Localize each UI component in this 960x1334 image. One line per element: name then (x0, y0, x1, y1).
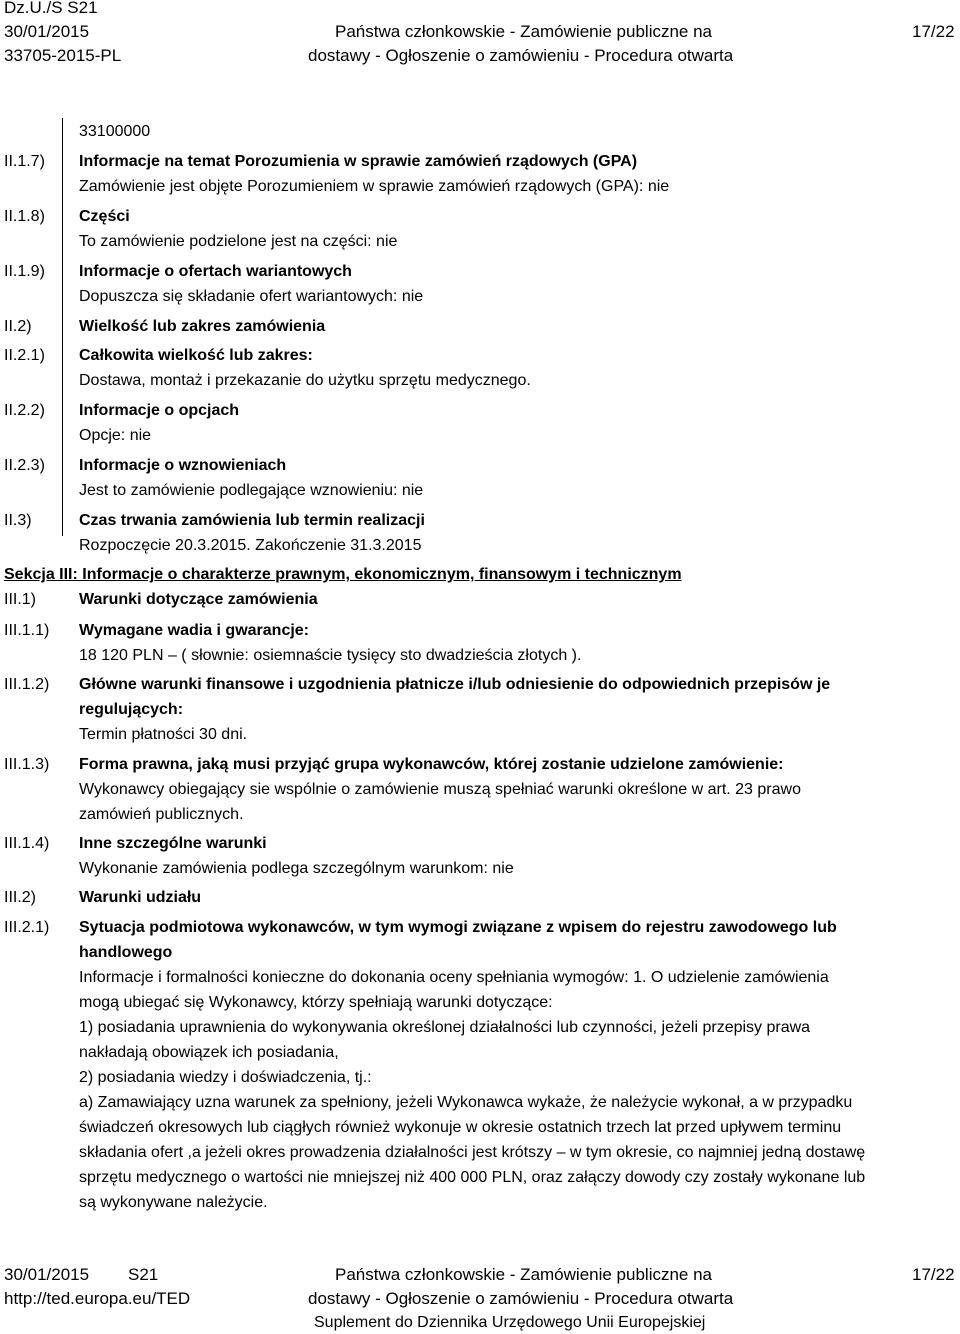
footer-page: 17/22 (912, 1265, 955, 1284)
s312-text: Termin płatności 30 dni. (79, 726, 248, 743)
s321-body-line: mogą ubiegać się Wykonawcy, którzy spełniają warunki dotyczące: (79, 994, 553, 1011)
footer-title-line3: Suplement do Dziennika Urzędowego Unii Europejskiej (314, 1314, 706, 1331)
label-ii-1-7: II.1.7) (4, 153, 45, 170)
header-title-line2: dostawy - Ogłoszenie o zamówieniu - Procedura otwarta (308, 46, 734, 65)
label-ii-1-8: II.1.8) (4, 208, 45, 225)
label-ii-2-2: II.2.2) (4, 402, 45, 419)
s311-title: Wymagane wadia i gwarancje: (79, 622, 310, 639)
s321-title-line1: Sytuacja podmiotowa wykonawców, w tym wymogi związane z wpisem do rejestru zawodowego lub (79, 919, 837, 936)
s321-body-line: sprzętu medycznego o wartości nie mniejszej niż 400 000 PLN, oraz załączy dowody czy zostały wykonane lub (79, 1169, 866, 1186)
s321-body-line: składania ofert ,a jeżeli okres prowadzenia działalności jest krótszy – w tym okresie, co najmniej jedną dostawę (79, 1144, 866, 1161)
s321-body-line: a) Zamawiający uzna warunek za spełniony, jeżeli Wykonawca wykaże, że należycie wykonał, a w przypadku (79, 1094, 853, 1111)
duration-title: Czas trwania zamówienia lub termin realizacji (79, 512, 425, 529)
s321-body-line: 2) posiadania wiedzy i doświadczenia, tj.: (79, 1069, 372, 1086)
s321-body-line: 1) posiadania uprawnienia do wykonywania określonej działalności lub czynności, jeżeli przepisy prawa (79, 1019, 811, 1036)
variants-text: Dopuszcza się składanie ofert wariantowych: nie (79, 288, 424, 305)
label-iii-1-4: III.1.4) (4, 835, 50, 852)
label-ii-2: II.2) (4, 318, 32, 335)
total-title: Całkowita wielkość lub zakres: (79, 347, 313, 364)
left-margin-rule (62, 118, 63, 536)
s313-text-line1: Wykonawcy obiegający sie wspólnie o zamówienie muszą spełniać warunki określone w art. 23 prawo (79, 781, 801, 798)
scope-title: Wielkość lub zakres zamówienia (79, 318, 326, 335)
cpv-code: 33100000 (79, 123, 151, 140)
s321-body-line: Informacje i formalności konieczne do dokonania oceny spełniania wymogów: 1. O udzielenie zamówienia (79, 969, 829, 986)
header-journal: Dz.U./S S21 (4, 0, 98, 17)
header-date: 30/01/2015 (4, 22, 90, 41)
label-iii-1: III.1) (4, 591, 37, 608)
header-ref: 33705-2015-PL (4, 46, 122, 65)
label-iii-1-2: III.1.2) (4, 676, 50, 693)
s32-title: Warunki udziału (79, 889, 202, 906)
renewals-text: Jest to zamówienie podlegające wznowieniu: nie (79, 482, 424, 499)
parts-text: To zamówienie podzielone jest na części: nie (79, 233, 398, 250)
s313-text-line2: zamówień publicznych. (79, 806, 244, 823)
s31-title: Warunki dotyczące zamówienia (79, 591, 318, 608)
label-ii-3: II.3) (4, 512, 32, 529)
label-iii-1-1: III.1.1) (4, 622, 50, 639)
label-ii-2-1: II.2.1) (4, 347, 45, 364)
s311-text: 18 120 PLN – ( słownie: osiemnaście tysięcy sto dwadzieścia złotych ). (79, 647, 582, 664)
parts-title: Części (79, 208, 130, 225)
gpa-title: Informacje na temat Porozumienia w sprawie zamówień rządowych (GPA) (79, 153, 638, 170)
label-iii-2-1: III.2.1) (4, 919, 50, 936)
s314-title: Inne szczególne warunki (79, 835, 267, 852)
variants-title: Informacje o ofertach wariantowych (79, 263, 352, 280)
label-iii-2: III.2) (4, 889, 37, 906)
s313-title: Forma prawna, jaką musi przyjąć grupa wykonawców, której zostanie udzielone zamówienie: (79, 756, 784, 773)
total-text: Dostawa, montaż i przekazanie do użytku sprzętu medycznego. (79, 372, 531, 389)
footer-date: 30/01/2015 (4, 1265, 90, 1284)
s321-body-line: nakładają obowiązek ich posiadania, (79, 1044, 339, 1061)
options-title: Informacje o opcjach (79, 402, 240, 419)
footer-series: S21 (128, 1265, 159, 1284)
footer-url[interactable]: http://ted.europa.eu/TED (4, 1289, 191, 1308)
s321-body-line: są wykonywane należycie. (79, 1194, 268, 1211)
s312-title-line2: regulujących: (79, 701, 184, 718)
footer-title-line2: dostawy - Ogłoszenie o zamówieniu - Procedura otwarta (308, 1289, 734, 1308)
section-three-heading: Sekcja III: Informacje o charakterze prawnym, ekonomicznym, finansowym i technicznym (4, 566, 682, 583)
header-page: 17/22 (912, 22, 955, 41)
header-title-line1: Państwa członkowskie - Zamówienie publiczne na (335, 22, 713, 41)
renewals-title: Informacje o wznowieniach (79, 457, 287, 474)
s321-title-line2: handlowego (79, 944, 173, 961)
label-ii-2-3: II.2.3) (4, 457, 45, 474)
label-iii-1-3: III.1.3) (4, 756, 50, 773)
s312-title-line1: Główne warunki finansowe i uzgodnienia płatnicze i/lub odniesienie do odpowiednich przepisów je (79, 676, 831, 693)
label-ii-1-9: II.1.9) (4, 263, 45, 280)
duration-text: Rozpoczęcie 20.3.2015. Zakończenie 31.3.2015 (79, 537, 422, 554)
s321-body-line: świadczeń okresowych lub ciągłych również wykonuje w okresie ostatnich trzech lat przed upływem terminu (79, 1119, 842, 1136)
options-text: Opcje: nie (79, 427, 152, 444)
gpa-text: Zamówienie jest objęte Porozumieniem w sprawie zamówień rządowych (GPA): nie (79, 178, 670, 195)
footer-title-line1: Państwa członkowskie - Zamówienie publiczne na (335, 1265, 713, 1284)
s314-text: Wykonanie zamówienia podlega szczególnym warunkom: nie (79, 860, 514, 877)
